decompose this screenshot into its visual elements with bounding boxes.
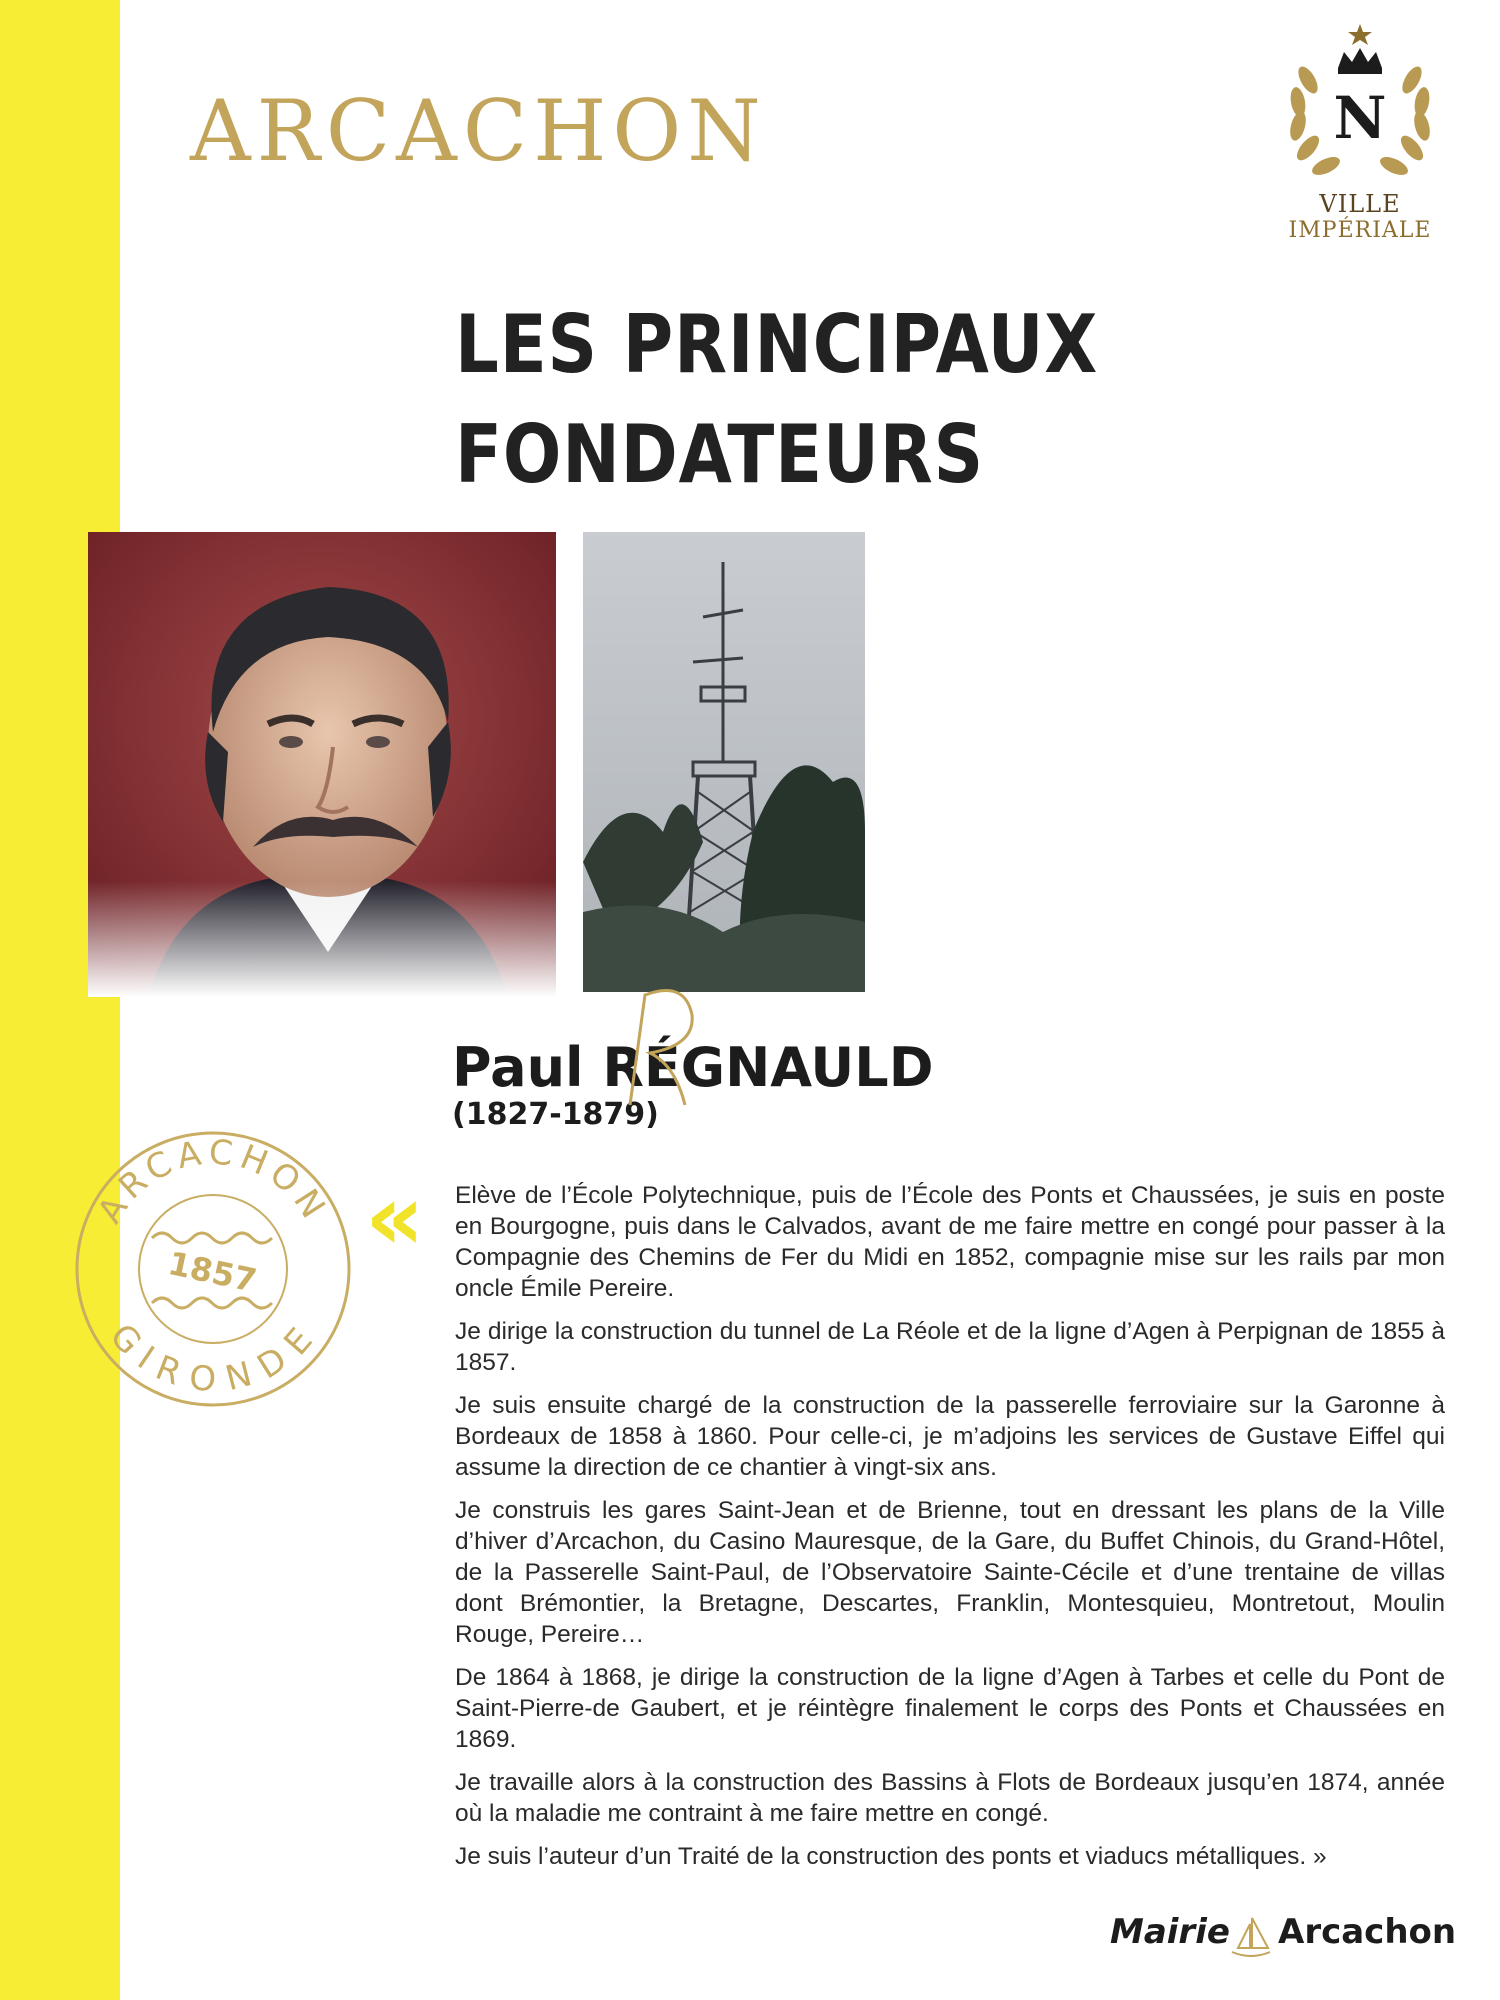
quote-paragraph: De 1864 à 1868, je dirige la construction de la ligne d’Agen à Tarbes et celle du Pont de Saint-Pierre-de Gaubert, et je réintègre finalement le corps des Ponts et Chaussées en 1869. [455, 1664, 1445, 1753]
person-dates: (1827-1879) [452, 1097, 659, 1132]
portrait-photo [88, 532, 556, 997]
laurel-wreath-icon [1268, 20, 1452, 190]
yellow-side-bar [0, 0, 120, 2000]
footer-logo-arcachon: Arcachon [1278, 1912, 1457, 1952]
open-quote-mark: « [365, 1164, 425, 1271]
quote-body [455, 1180, 1445, 1884]
page-title-line2: FONDATEURS [455, 408, 985, 501]
sailboat-icon [1228, 1914, 1274, 1960]
page-title [455, 290, 1098, 510]
mairie-arcachon-logo [1110, 1912, 1457, 1962]
stamp-year: 1857 [164, 1244, 260, 1300]
emblem-label-ville: VILLE [1319, 190, 1401, 218]
observatory-tower-photo [583, 532, 865, 992]
emblem-monogram: N [1333, 84, 1387, 152]
stamp-bottom-text: GIRONDE [101, 1316, 325, 1401]
quote-paragraph: Je suis l’auteur d’un Traité de la construction des ponts et viaducs métalliques. » [455, 1843, 1327, 1870]
quote-paragraph: Je construis les gares Saint-Jean et de Brienne, tout en dressant les plans de la Ville d’hiver d’Arcachon, du Casino Mauresque, de la Gare, du Buffet Chinois, du Grand-Hôtel, de la Passerelle Saint-Paul, de l’Observatoire Sainte-Cécile et d’une trentaine de villas dont Brémontier, la Bretagne, Descartes, Franklin, Montesquieu, Montretout, Moulin Rouge, Pereire… [455, 1497, 1445, 1648]
quote-paragraph: Elève de l’École Polytechnique, puis de l’École des Ponts et Chaussées, je suis en poste en Bourgogne, puis dans le Calvados, avant de me faire mettre en congé pour passer à la Compagnie des Chemins de Fer du Midi en 1852, compagnie mise sur les rails par mon oncle Émile Pereire. [455, 1182, 1445, 1302]
page-title-line1: LES PRINCIPAUX [455, 298, 1099, 391]
arcachon-1857-stamp [72, 1128, 354, 1410]
person-name: Paul RÉGNAULD [452, 1036, 934, 1099]
decorative-initial-r-icon [600, 975, 720, 1115]
stamp-top-text: ARCACHON [90, 1132, 336, 1231]
ville-imperiale-emblem [1268, 20, 1452, 248]
quote-paragraph: Je suis ensuite chargé de la construction de la passerelle ferroviaire sur la Garonne à Bordeaux de 1858 à 1860. Pour celle-ci, je m’adjoins les services de Gustave Eiffel qui assume la direction de ce chantier à vingt-six ans. [455, 1392, 1445, 1481]
emblem-label-imperiale: IMPÉRIALE [1288, 218, 1432, 243]
quote-paragraph: Je dirige la construction du tunnel de La Réole et de la ligne d’Agen à Perpignan de 1855 à 1857. [455, 1318, 1445, 1376]
brand-title: ARCACHON [190, 82, 767, 180]
footer-logo-mairie: Mairie [1110, 1912, 1230, 1952]
quote-paragraph: Je travaille alors à la construction des Bassins à Flots de Bordeaux jusqu’en 1874, année où la maladie me contraint à me faire mettre en congé. [455, 1769, 1445, 1827]
